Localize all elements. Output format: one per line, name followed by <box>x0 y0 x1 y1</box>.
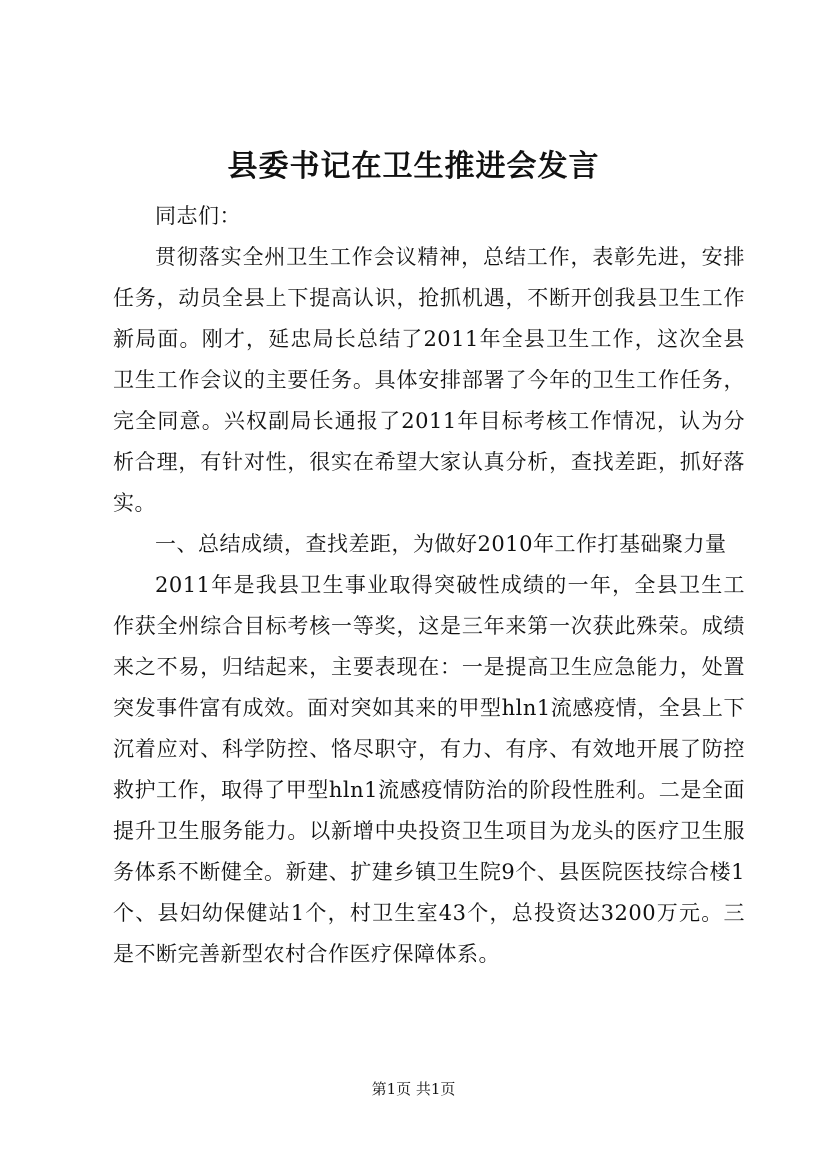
document-title: 县委书记在卫生推进会发言 <box>227 149 600 184</box>
section-heading: 一、总结成绩，查找差距，为做好2010年工作打基础聚力量 <box>155 532 727 556</box>
page-number-footer: 第1页 共1页 <box>371 1080 456 1098</box>
paragraph-achievements: 2011年是我县卫生事业取得突破性成绩的一年，全县卫生工作获全州综合目标考核一等奖，这是三年来第一次获此殊荣。成绩来之不易，归结起来，主要表现在：一是提高卫生应急能力，处置突发事件富有成效。面对突如其来的甲型hln1流感疫情，全县上下沉着应对、科学防控、恪尽职守，有力、有序、有效地开展了防控救护工作，取得了甲型hln1流感疫情防治的阶段性胜利。二是全面提升卫生服务能力。以新增中央投资卫生项目为龙头的医疗卫生服务体系不断健全。新建、扩建乡镇卫生院9个、县医院医技综合楼1个、县妇幼保健站1个，村卫生室43个，总投资达3200万元。三是不断完善新型农村合作医疗保障体系。 <box>113 573 745 966</box>
paragraph-intro: 贯彻落实全州卫生工作会议精神，总结工作，表彰先进，安排任务，动员全县上下提高认识，抢抓机遇，不断开创我县卫生工作新局面。刚才，延忠局长总结了2011年全县卫生工作，这次全县卫生工作会议的主要任务。具体安排部署了今年的卫生工作任务，完全同意。兴权副局长通报了2011年目标考核工作情况，认为分析合理，有针对性，很实在希望大家认真分析，查找差距，抓好落实。 <box>113 245 745 515</box>
document-body <box>113 196 745 975</box>
salutation: 同志们： <box>155 204 241 228</box>
